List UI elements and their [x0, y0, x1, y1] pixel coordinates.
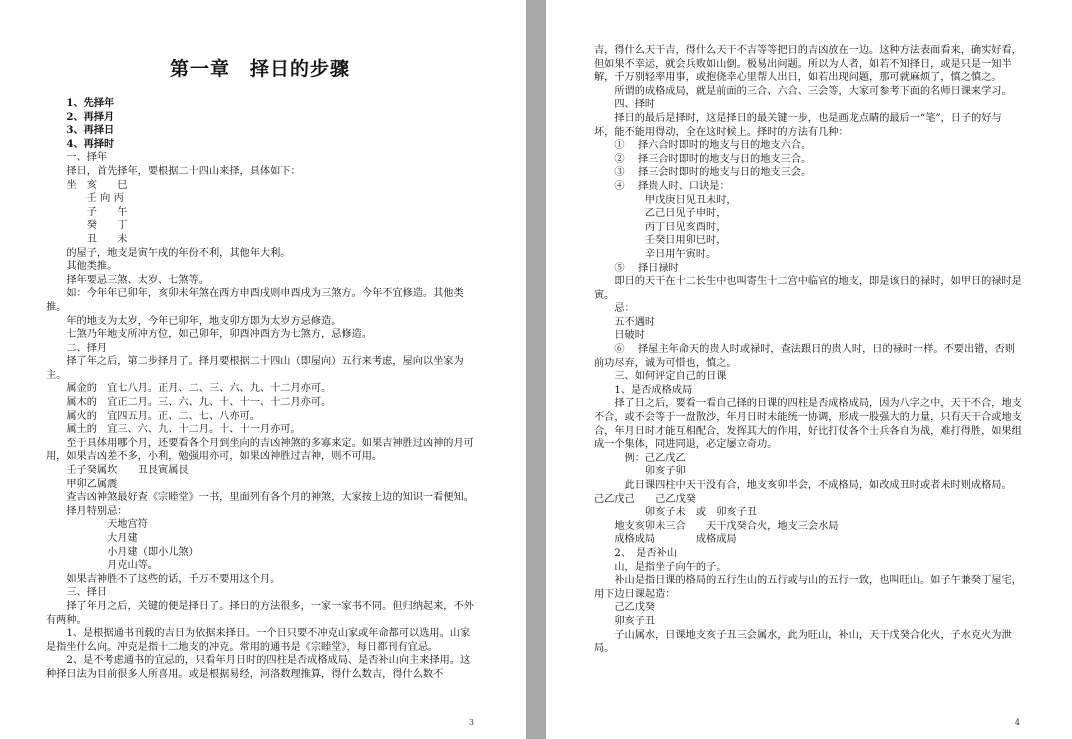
text-line: 此日课四柱中天干没有合，地支亥卯半会，不成格局，如改成丑时或者未时则成格局。 己乙戊己 己乙戊癸 [594, 480, 1017, 505]
text-line: 1、先择年 [46, 97, 115, 109]
text-line: 查吉凶神煞最好查《宗睦堂》一书，里面列有各个月的神煞，大家按上边的知识一看便知。 [46, 492, 474, 504]
text-line: 即日的天干在十二长生中也叫寄生十二宫中临官的地支，即是该日的禄时，如甲日的禄时是寅。 [594, 276, 1022, 301]
text-line: 择了日之后，要看一看自己择的日课的四柱是否成格成局，因为八字之中，天干不合，地支不合，或不会等于一盘散沙，年月日时未能统一协调，形成一股强大的力量，只有天干合或地支合，年月日时才能互相配合，发挥其大的作用，好比打仗各个士兵各自为战，难打得胜，如果组成一个集体，同进同退，必定屡立奇功。 [594, 398, 1022, 451]
chapter-title: 第一章 择日的步骤 [169, 58, 350, 80]
text-line: 天地宫符 [46, 519, 148, 531]
text-line: 子 午 [46, 206, 128, 218]
text-line: 壬癸日用卯巳时， [594, 235, 727, 247]
text-line: 卯亥子未 或 卯亥子丑 [594, 507, 757, 519]
text-line: ⑤ 择日禄时 [594, 262, 679, 274]
text-body [594, 44, 1022, 656]
text-line: 小月建（即小儿煞） [46, 546, 199, 558]
document-page-left [0, 0, 526, 739]
text-line: 卯亥子卯 [594, 466, 686, 478]
text-line: 4、再择时 [46, 137, 115, 150]
text-line: 一、择年 [46, 152, 108, 164]
text-line: 2、再择月 [46, 110, 115, 123]
text-line: 1、是根据通书刊载的吉日为依据来择日。一个日只要不冲克山家或年命都可以选用。山家是指坐什么向。冲克是指十二地支的冲克。常用的通书是《宗睦堂》，每日都刊有宜忌。 [46, 628, 471, 653]
text-line: 丙丁日见亥酉时， [594, 221, 727, 233]
page-number: 3 [468, 718, 474, 727]
text-line: 壬子癸属坎 丑艮寅属艮 [46, 465, 189, 477]
text-line: 2、 是否补山 [594, 547, 677, 559]
text-line: 择了年之后，第二步择月了。择月要根据二十四山（即屋向）五行来考虑，屋向以坐家为主。 [46, 356, 464, 381]
text-line: 丑 未 [46, 233, 128, 245]
text-line: 例：己乙戊乙 [594, 452, 686, 464]
text-line: 择日，首先择年，要根据二十四山来择，具体如下： [46, 165, 301, 177]
text-line: 择月特别忌： [46, 505, 128, 517]
text-line: ⑥ 择屋主年命天的贵人时或禄时，查法跟日的贵人时，日的禄时一样。不要出错，否则前功尽弃，诚为可惜也，慎之。 [594, 344, 1015, 369]
text-line: 如果吉神胜不了这些的话，千万不要用这个月。 [46, 573, 281, 585]
text-line: 四、择时 [594, 99, 656, 111]
text-line: 卯亥子丑 [594, 615, 656, 627]
text-line: 其他类推。 [46, 261, 118, 273]
text-line: 三、择日 [46, 587, 108, 599]
text-line: 属土的 宜三、六、九、十二月。十、十一月亦可。 [46, 424, 301, 436]
text-line: 月克山等。 [46, 560, 159, 572]
text-line: 吉，得什么天干吉，得什么天干不吉等等把日的吉凶放在一边。这种方法表面看来，确实好看，但如果不幸运，就会兵败如山倒。极易出问题。所以为人者，如若不知择日，或是只是一知半解，千万别轻率用事，或抱侥幸心里帮人出日，如若出现问题，那可就麻烦了，慎之慎之。 [594, 45, 1022, 84]
text-line: 日破时 [594, 330, 645, 342]
document-page-right [546, 0, 1072, 739]
page-number: 4 [1014, 718, 1020, 727]
text-line: 辛日用午寅时。 [594, 248, 717, 260]
text-line: 年的地支为太岁，今年已卯年，地支卯方即为太岁方忌修造。 [46, 315, 342, 327]
text-line: 山，是指坐子向午的子。 [594, 561, 727, 573]
text-line: 地支亥卯未三合 天干戊癸合火，地支三会水局 [594, 520, 839, 532]
text-line: 3、再择日 [46, 124, 115, 137]
text-line: ③ 择三会时即时的地支与日的地支三会。 [594, 167, 812, 179]
text-line: 大月建 [46, 533, 138, 544]
text-body [46, 97, 474, 682]
text-line: ② 择三合时即时的地支与日的地支三合。 [594, 153, 812, 165]
text-line: 壬 向 丙 [46, 193, 124, 205]
text-line: 癸 丁 [46, 220, 128, 232]
text-line: 己乙戊癸 [594, 602, 656, 614]
page-content [46, 46, 474, 682]
text-line: 坐 亥 巳 [46, 179, 128, 191]
text-line: 的屋子，地支是寅午戌的年份不利，其他年大利。 [46, 247, 291, 259]
text-line: ① 择六合时即时的地支与日的地支六合。 [594, 140, 812, 152]
text-line: 补山是指日课的格局的五行生山的五行或与山的五行一致，也叫旺山。如子午兼癸丁屋宅，用下边日课起造： [594, 575, 1022, 600]
page-content [594, 44, 1022, 656]
text-line: 甲卯乙属震 [46, 478, 118, 490]
text-line: 二、择月 [46, 342, 108, 354]
text-line: 1、是否成格成局 [594, 384, 693, 396]
text-line: 属木的 宜正二月。三、六、九、十、十一、十二月亦可。 [46, 397, 332, 409]
text-line: 2、是不考虑通书的宜忌的，只看年月日时的四柱是否成格成局、是否补山向主来择用。这种择日法为目前很多人所喜用。或是根据易经，河洛数理推算，得什么数吉，得什么数不 [46, 655, 471, 680]
text-line: 三、如何评定自己的日课 [594, 371, 727, 383]
text-line: 所谓的成格成局，就是前面的三合、六合、三会等，大家可参考下面的名师日课来学习。 [594, 85, 1012, 97]
text-line: 择年要忌三煞、太岁、七煞等。 [46, 274, 209, 286]
text-line: 如：今年年已卯年，亥卯未年煞在西方申酉戌则申酉戌为三煞方。今年不宜修造。其他类推。 [46, 288, 464, 313]
text-line: 至于具体用哪个月，还要看各个月到坐向的吉凶神煞的多寡来定。如果吉神胜过凶神的月可用，如果吉凶差不多，小利，勉强用亦可，如果凶神胜过吉神，则不可用。 [46, 437, 474, 463]
text-line: 七煞乃年地支所冲方位，如己卯年，卯酉冲酉方为七煞方，忌修造。 [46, 329, 372, 341]
text-line: ④ 择贵人时、口诀是： [594, 180, 730, 192]
text-line: 忌： [594, 303, 635, 315]
text-line: 五不遇时 [594, 316, 656, 328]
text-line: 择日的最后是择时，这是择日的最关键一步，也是画龙点睛的最后一“笔”，日子的好与坏，能不能用得动，全在这时候上。择时的方法有几种： [594, 112, 1002, 138]
text-line: 子山属水，日课地支亥子丑三会属水，此为旺山，补山，天干戊癸合化火，子水克火为泄局。 [594, 629, 1012, 655]
text-line: 属火的 宜四五月。正、二、七、八亦可。 [46, 410, 260, 422]
text-line: 乙己日见子申时， [594, 208, 727, 220]
text-line: 择了年月之后，关键的便是择日了。择日的方法很多，一家一家书不同。但归纳起来，不外有两种。 [46, 600, 474, 626]
text-line: 属金的 宜七八月。正月、二、三、六、九、十二月亦可。 [46, 383, 332, 395]
text-line: 甲戊庚日见丑未时， [594, 194, 737, 206]
text-line: 成格成局 成格成局 [594, 534, 737, 546]
